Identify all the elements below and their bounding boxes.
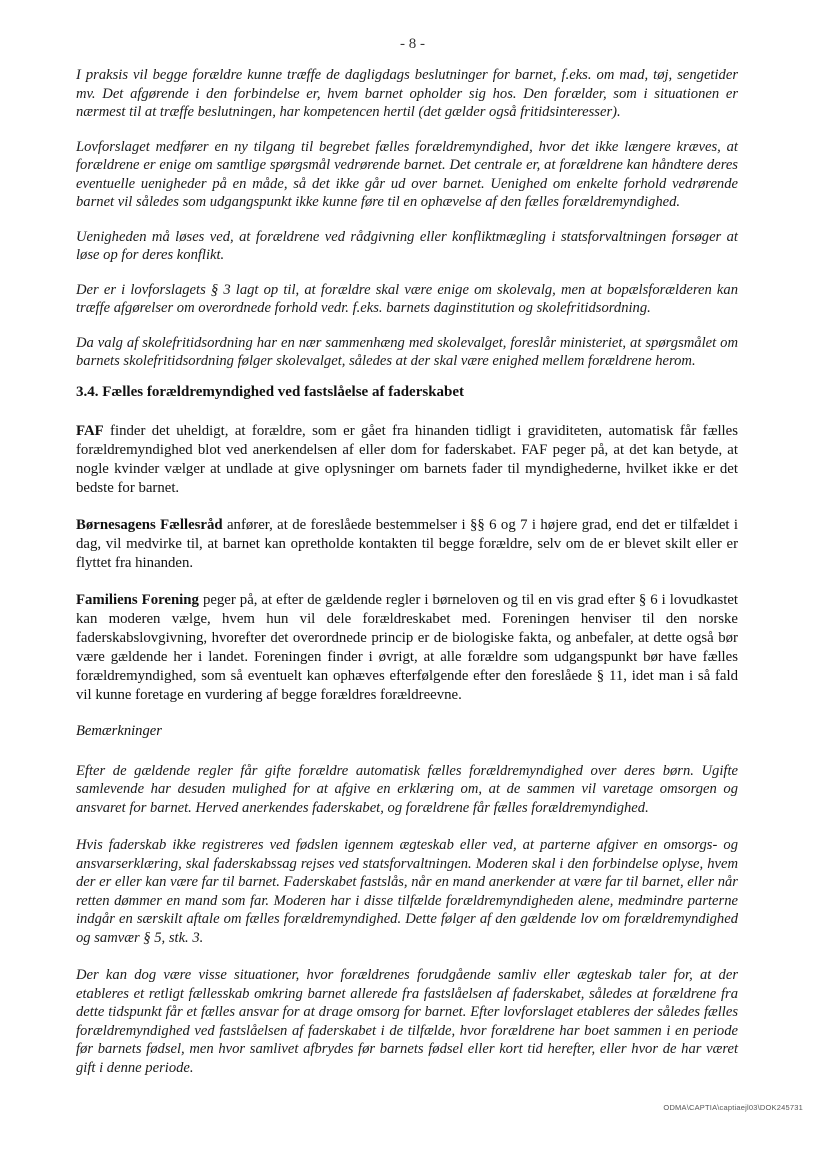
- intro-paragraph-1: I praksis vil begge forældre kunne træffe de dagligdags beslutninger for barnet, f.eks. om mad, tøj, sengetider mv. Det afgørende i den forbindelse er, hvem barnet opholder sig hos. Den forælder, som i situationen er nærmest til at træffe beslutningen, har kompetencen hertil (det gælder også fritidsinteresser).: [76, 67, 738, 120]
- intro-paragraph-5: Da valg af skolefritidsordning har en nær sammenhæng med skolevalget, foreslår ministeriet, at spørgsmålet om barnets skolefritidsordning følger skolevalget, således at der skal være enighed mellem forældrene herom.: [76, 334, 738, 369]
- statement-org-name: Børnesagens Fællesråd: [76, 516, 223, 533]
- statement-org-name: Familiens Forening: [76, 591, 199, 608]
- page-content: [76, 66, 738, 1091]
- statement-boernesagens-faellesraad: [76, 516, 738, 573]
- statement-faf: [76, 422, 738, 498]
- page-number: - 8 -: [400, 36, 425, 52]
- intro-paragraph-3: Uenigheden må løses ved, at forældrene ved rådgivning eller konfliktmægling i statsforvaltningen forsøger at løse op for deres konflikt.: [76, 228, 738, 263]
- remarks-paragraph-2: Hvis faderskab ikke registreres ved fødslen igennem ægteskab eller ved, at parterne afgiver en omsorgs- og ansvarserklæring, skal faderskabssag rejses ved statsforvaltningen. Moderen skal i den forbindelse oplyse, hvem der er eller kan være far til barnet. Faderskabet fastslås, når en mand anerkender at være far til barnet, eller når retten dømmer en mand som far. Moderen har i disse tilfælde forældremyndigheden alene, medmindre parterne indgår en særskilt aftale om fælles forældremyndighed. Dette følger af den gældende lov om forældremyndighed og samvær § 5, stk. 3.: [76, 837, 738, 946]
- remarks-paragraph-1: Efter de gældende regler får gifte forældre automatisk fælles forældremyndighed over deres børn. Ugifte samlevende har desuden mulighed for at afgive en erklæring om, at de sammen vil varetage omsorgen og ansvaret for barnet. Herved anerkendes faderskabet, og forældrene får fælles forældremyndighed.: [76, 762, 738, 816]
- statement-familiens-forening: [76, 591, 738, 705]
- intro-paragraph-4: Der er i lovforslagets § 3 lagt op til, at forældre skal være enige om skolevalg, men at bopælsforælderen kan træffe afgørelser om overordnede forhold vedr. f.eks. barnets daginstitution og skolefritidsordning.: [76, 281, 738, 316]
- statement-text: finder det uheldigt, at forældre, som er gået fra hinanden tidligt i graviditeten, automatisk får fælles forældremyndighed blot ved anerkendelsen af eller dom for faderskabet. FAF peger på, at det kan betyde, at nogle kvinder vælger at undlade at give oplysninger om barnets fader til myndighederne, hvilket ikke er det bedste for barnet.: [76, 422, 738, 496]
- remarks-label: Bemærkninger: [76, 722, 162, 739]
- intro-paragraph-2: Lovforslaget medfører en ny tilgang til begrebet fælles forældremyndighed, hvor det ikke længere kræves, at forældrene er enige om samtlige spørgsmål vedrørende barnet. Det centrale er, at forældrene kan håndtere deres eventuelle uenigheder på en måde, så det ikke går ud over barnet. Uenighed om enkelte forhold vedrørende barnet vil således som udgangspunkt ikke kunne føre til en ophævelse af den fælles forældremyndighed.: [76, 138, 738, 210]
- remarks-paragraph-3: Der kan dog være visse situationer, hvor forældrenes forudgående samliv eller ægteskab taler for, at der etableres et retligt fællesskab omkring barnet allerede fra fastslåelsen af faderskabet, således at forældrene fra dette tidspunkt får et fælles ansvar for at drage omsorg for barnet. Efter lovforslaget etableres der således fælles forældremyndighed ved fastslåelsen af faderskabet i de tilfælde, hvor forældrene har boet sammen i en periode før barnets fødsel, men hvor samlivet afbrydes før barnets fødsel eller kort tid herefter, eller hvor de har været gift i denne periode.: [76, 967, 738, 1076]
- section-heading: 3.4. Fælles forældremyndighed ved fastslåelse af faderskabet: [76, 383, 465, 400]
- statement-text: anfører, at de foreslåede bestemmelser i §§ 6 og 7 i højere grad, end det er tilfældet i dag, vil medvirke til, at barnet kan opretholde kontakten til begge forældre, selv om de er blevet skilt eller er flyttet fra hinanden.: [76, 516, 738, 571]
- document-reference-id: ODMA\CAPTIA\captiaejl03\DOK245731: [663, 1103, 803, 1112]
- statement-text: peger på, at efter de gældende regler i børneloven og til en vis grad efter § 6 i lovudkastet kan moderen vælge, hvem hun vil dele forældreskabet med. Foreningen henviser til den norske faderskabslovgivning, hvorefter det overordnede princip er de biologiske fakta, og anbefaler, at dette også bør være gældende her i landet. Foreningen finder i øvrigt, at alle forældre som udgangspunkt bør have fælles forældremyndighed, som så eventuelt kan ophæves efterfølgende efter den foreslåede § 11, idet man i så fald vil kunne foretage en vurdering af begge forældres forældreevne.: [76, 591, 739, 703]
- statement-org-name: FAF: [76, 422, 104, 439]
